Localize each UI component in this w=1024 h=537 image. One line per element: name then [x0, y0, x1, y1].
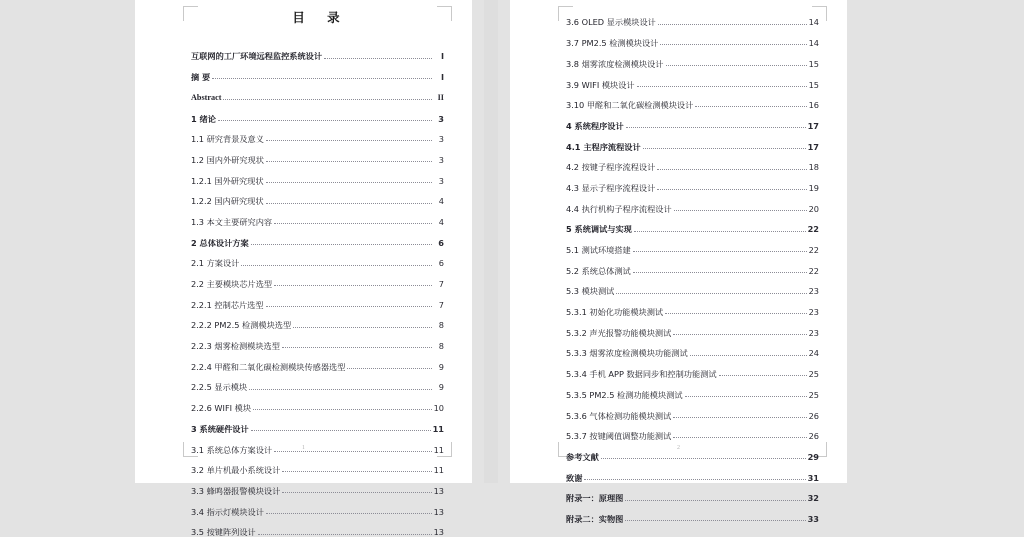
toc-entry-label: 2.2.4 甲醛和二氧化碳检测模块传感器选型: [191, 361, 346, 371]
toc-entry-label: 4.3 显示子程序流程设计: [566, 182, 656, 193]
toc-entry-page-number: 15: [808, 79, 819, 89]
toc-leader-dots: [218, 119, 432, 121]
toc-entry[interactable]: [566, 420, 819, 441]
toc-entry-page-number: 8: [438, 320, 444, 330]
toc-entry-page-number: 11: [433, 465, 444, 475]
toc-entry-label: 致谢: [566, 472, 583, 482]
toc-entry[interactable]: [191, 206, 444, 227]
toc-entry[interactable]: [191, 516, 444, 537]
toc-entry[interactable]: [566, 172, 819, 193]
toc-entry-page-number: 9: [438, 361, 444, 371]
toc-leader-dots: [212, 77, 432, 79]
toc-leader-dots: [266, 160, 432, 162]
toc-entry[interactable]: [566, 213, 819, 234]
toc-entry-label: 参考文献: [566, 451, 599, 462]
toc-entry-label: 2.2 主要模块芯片选型: [191, 279, 273, 289]
toc-entry[interactable]: [566, 358, 819, 379]
toc-entry[interactable]: [566, 130, 819, 151]
toc-leader-dots: [249, 388, 432, 390]
toc-entry-page-number: 24: [808, 348, 819, 358]
toc-entry[interactable]: [566, 503, 819, 524]
toc-leader-dots: [660, 43, 806, 45]
toc-entry-page-number: 33: [807, 513, 819, 524]
toc-entry-label: 3.1 系统总体方案设计: [191, 444, 273, 454]
toc-entry-page-number: II: [437, 92, 444, 102]
toc-entry[interactable]: [191, 392, 444, 413]
toc-entry-page-number: 7: [438, 279, 444, 289]
toc-leader-dots: [695, 105, 806, 107]
toc-leader-dots: [266, 181, 432, 183]
toc-leader-dots: [266, 305, 432, 307]
right-gutter: [847, 0, 1024, 483]
toc-leader-dots: [719, 374, 807, 376]
toc-entry[interactable]: [191, 350, 444, 371]
toc-entry[interactable]: [566, 68, 819, 89]
toc-leader-dots: [657, 168, 806, 170]
toc-leader-dots: [658, 23, 807, 25]
toc-leader-dots: [665, 312, 806, 314]
toc-entry-page-number: 11: [432, 423, 444, 434]
toc-leader-dots: [282, 346, 432, 348]
toc-leader-dots: [625, 499, 805, 501]
toc-entry-page-number: 13: [433, 485, 444, 496]
toc-entry[interactable]: [566, 151, 819, 172]
toc-entry-label: 5.3 模块测试: [566, 286, 615, 296]
toc-entry-label: 摘 要: [191, 72, 211, 82]
toc-list-left: [191, 26, 444, 537]
toc-leader-dots: [266, 202, 432, 204]
toc-leader-dots: [685, 395, 807, 397]
toc-entry-page-number: 25: [808, 369, 819, 379]
toc-entry-page-number: 25: [808, 389, 819, 400]
toc-leader-dots: [253, 408, 432, 410]
page-left-body: [191, 0, 444, 537]
toc-entry-page-number: 18: [808, 162, 819, 172]
toc-entry-label: Abstract: [191, 92, 222, 102]
toc-entry-page-number: 19: [808, 182, 819, 193]
toc-entry[interactable]: [566, 6, 819, 27]
toc-entry-label: 3.3 蜂鸣器报警模块设计: [191, 485, 281, 496]
toc-entry-page-number: 13: [433, 527, 444, 537]
toc-entry[interactable]: [566, 27, 819, 48]
toc-entry-page-number: I: [440, 72, 444, 82]
toc-entry[interactable]: [566, 47, 819, 68]
page-right: [510, 0, 847, 524]
toc-entry-label: 3.6 OLED 显示模块设计: [566, 17, 656, 27]
toc-leader-dots: [673, 436, 806, 438]
toc-entry-page-number: 6: [438, 237, 444, 247]
page-left: [135, 0, 472, 537]
toc-leader-dots: [634, 230, 806, 232]
toc-entry-page-number: 26: [808, 431, 819, 441]
toc-entry-page-number: 22: [808, 245, 819, 255]
toc-entry-label: 4.2 按键子程序流程设计: [566, 162, 656, 172]
toc-entry-label: 5.3.3 烟雾浓度检测模块功能测试: [566, 348, 688, 358]
toc-entry[interactable]: [191, 61, 444, 82]
toc-entry[interactable]: [191, 226, 444, 247]
toc-entry-label: 2.2.6 WIFI 模块: [191, 403, 252, 413]
toc-entry-page-number: 14: [808, 38, 819, 48]
toc-entry-page-number: 3: [438, 113, 444, 123]
toc-entry[interactable]: [191, 288, 444, 309]
toc-entry-label: 5.3.6 气体检测功能模块测试: [566, 410, 672, 420]
toc-entry[interactable]: [191, 143, 444, 164]
toc-leader-dots: [673, 416, 806, 418]
toc-entry[interactable]: [566, 234, 819, 255]
toc-entry-label: 1.3 本文主要研究内容: [191, 216, 273, 227]
toc-entry-label: 2 总体设计方案: [191, 237, 249, 247]
toc-entry-page-number: 6: [438, 258, 444, 268]
toc-entry[interactable]: [191, 102, 444, 123]
toc-entry-label: 5 系统调试与实现: [566, 224, 632, 234]
toc-entry-page-number: 23: [808, 286, 819, 296]
toc-entry-label: 2.2.2 PM2.5 检测模块选型: [191, 320, 292, 330]
toc-entry-label: 附录一：原理图: [566, 493, 624, 503]
toc-entry-label: 互联网的工厂环境远程监控系统设计: [191, 51, 323, 61]
toc-leader-dots: [626, 126, 806, 128]
toc-leader-dots: [347, 367, 432, 369]
toc-entry-page-number: 17: [807, 120, 819, 131]
toc-leader-dots: [690, 354, 807, 356]
toc-entry[interactable]: [191, 454, 444, 475]
toc-entry-page-number: 29: [807, 451, 819, 462]
toc-entry[interactable]: [566, 337, 819, 358]
toc-leader-dots: [657, 188, 806, 190]
toc-entry-label: 5.3.5 PM2.5 检测功能模块测试: [566, 389, 683, 400]
toc-entry-label: 2.2.1 控制芯片选型: [191, 299, 264, 309]
toc-entry[interactable]: [191, 330, 444, 351]
toc-entry[interactable]: [191, 40, 444, 61]
toc-entry-page-number: 11: [433, 444, 444, 454]
toc-leader-dots: [637, 85, 807, 87]
toc-entry[interactable]: [566, 275, 819, 296]
toc-entry[interactable]: [566, 109, 819, 130]
page-right-body: [566, 0, 819, 524]
toc-entry[interactable]: [191, 412, 444, 433]
toc-entry[interactable]: [191, 495, 444, 516]
toc-entry-page-number: 15: [808, 58, 819, 69]
toc-entry-label: 3.7 PM2.5 检测模块设计: [566, 38, 659, 48]
toc-entry[interactable]: [191, 371, 444, 392]
toc-entry-label: 3 系统硬件设计: [191, 423, 249, 434]
toc-entry-label: 5.3.1 初始化功能模块测试: [566, 307, 664, 317]
toc-leader-dots: [633, 271, 807, 273]
toc-entry[interactable]: [566, 296, 819, 317]
toc-leader-dots: [601, 457, 806, 459]
left-gutter: [0, 0, 135, 483]
toc-entry-page-number: 8: [438, 341, 444, 351]
toc-entry[interactable]: [566, 89, 819, 110]
toc-leader-dots: [584, 478, 805, 480]
toc-leader-dots: [266, 512, 432, 514]
toc-entry-label: 3.4 指示灯模块设计: [191, 506, 264, 516]
toc-leader-dots: [625, 519, 805, 521]
toc-leader-dots: [643, 147, 806, 149]
toc-entry-label: 1.2 国内外研究现状: [191, 154, 264, 165]
toc-entry-label: 5.3.4 手机 APP 数据同步和控制功能测试: [566, 369, 717, 379]
toc-entry[interactable]: [566, 378, 819, 399]
toc-entry[interactable]: [566, 461, 819, 482]
toc-entry[interactable]: [566, 192, 819, 213]
toc-leader-dots: [274, 222, 432, 224]
toc-entry[interactable]: [191, 247, 444, 268]
toc-entry-label: 3.10 甲醛和二氧化碳检测模块设计: [566, 100, 694, 110]
toc-leader-dots: [251, 429, 431, 431]
toc-entry-label: 4.4 执行机构子程序流程设计: [566, 203, 672, 213]
toc-entry-label: 1.1 研究背景及意义: [191, 134, 264, 144]
toc-entry[interactable]: [191, 309, 444, 330]
toc-entry[interactable]: [566, 482, 819, 503]
toc-entry[interactable]: [191, 474, 444, 495]
toc-entry-page-number: 3: [438, 154, 444, 165]
toc-entry[interactable]: [191, 123, 444, 144]
toc-entry-page-number: 10: [433, 403, 444, 413]
toc-entry-label: 3.5 按键阵列设计: [191, 527, 256, 537]
toc-entry-label: 2.2.3 烟雾检测模块选型: [191, 341, 280, 351]
toc-entry-label: 3.2 单片机最小系统设计: [191, 465, 281, 475]
toc-entry-label: 3.9 WIFI 模块设计: [566, 79, 635, 89]
page-number-right: 2: [677, 445, 680, 451]
page-title: 目 录: [292, 10, 349, 25]
toc-entry-label: 1.2.1 国外研究现状: [191, 175, 264, 185]
toc-entry-page-number: 9: [438, 382, 444, 392]
toc-entry-label: 4 系统程序设计: [566, 120, 624, 131]
toc-entry-page-number: 16: [808, 100, 819, 110]
toc-entry-label: 3.8 烟雾浓度检测模块设计: [566, 58, 664, 69]
toc-entry-label: 5.3.2 声光报警功能模块测试: [566, 327, 672, 337]
toc-leader-dots: [324, 57, 432, 59]
toc-entry-page-number: 26: [808, 410, 819, 420]
toc-leader-dots: [251, 243, 432, 245]
toc-leader-dots: [282, 491, 431, 493]
toc-leader-dots: [293, 326, 432, 328]
toc-entry-label: 1 绪论: [191, 113, 216, 123]
toc-leader-dots: [633, 250, 807, 252]
toc-entry-page-number: 32: [807, 493, 819, 503]
toc-entry-label: 5.2 系统总体测试: [566, 265, 631, 275]
toc-entry-label: 2.2.5 显示模块: [191, 382, 248, 392]
toc-entry[interactable]: [191, 268, 444, 289]
toc-entry[interactable]: [566, 316, 819, 337]
toc-entry-page-number: 3: [438, 175, 444, 185]
toc-entry-page-number: 4: [438, 196, 444, 206]
toc-entry-page-number: 13: [433, 506, 444, 516]
toc-leader-dots: [674, 209, 807, 211]
toc-entry[interactable]: [191, 81, 444, 102]
toc-entry-label: 1.2.2 国内研究现状: [191, 196, 264, 206]
toc-entry-page-number: 7: [438, 299, 444, 309]
toc-entry-page-number: 17: [807, 141, 819, 151]
toc-entry-page-number: 20: [808, 203, 819, 213]
toc-leader-dots: [241, 264, 432, 266]
toc-entry[interactable]: [566, 399, 819, 420]
toc-leader-dots: [282, 470, 431, 472]
toc-entry[interactable]: [191, 185, 444, 206]
toc-entry-page-number: 22: [807, 224, 819, 234]
page-gutter-divider: [472, 0, 510, 483]
toc-entry-label: 4.1 主程序流程设计: [566, 141, 641, 151]
toc-entry-label: 5.3.7 按键阈值调整功能测试: [566, 431, 672, 441]
toc-entry-label: 5.1 测试环境搭建: [566, 245, 631, 255]
toc-entry-page-number: 22: [808, 265, 819, 275]
toc-leader-dots: [616, 292, 806, 294]
toc-entry-page-number: 4: [438, 216, 444, 227]
toc-entry-page-number: 23: [808, 307, 819, 317]
toc-leader-dots: [666, 64, 807, 66]
toc-entry-page-number: 31: [807, 472, 819, 482]
toc-entry[interactable]: [191, 164, 444, 185]
toc-leader-dots: [223, 98, 432, 100]
toc-entry-label: 2.1 方案设计: [191, 258, 240, 268]
toc-entry-page-number: 3: [438, 134, 444, 144]
toc-entry-page-number: 14: [808, 17, 819, 27]
toc-leader-dots: [258, 533, 432, 535]
toc-entry-label: 附录二：实物图: [566, 513, 624, 524]
toc-leader-dots: [673, 333, 806, 335]
toc-leader-dots: [266, 139, 432, 141]
toc-entry-page-number: 23: [808, 327, 819, 337]
page-number-left: 1: [302, 445, 305, 451]
toc-leader-dots: [274, 284, 432, 286]
toc-entry-page-number: I: [440, 51, 444, 61]
toc-entry[interactable]: [566, 254, 819, 275]
